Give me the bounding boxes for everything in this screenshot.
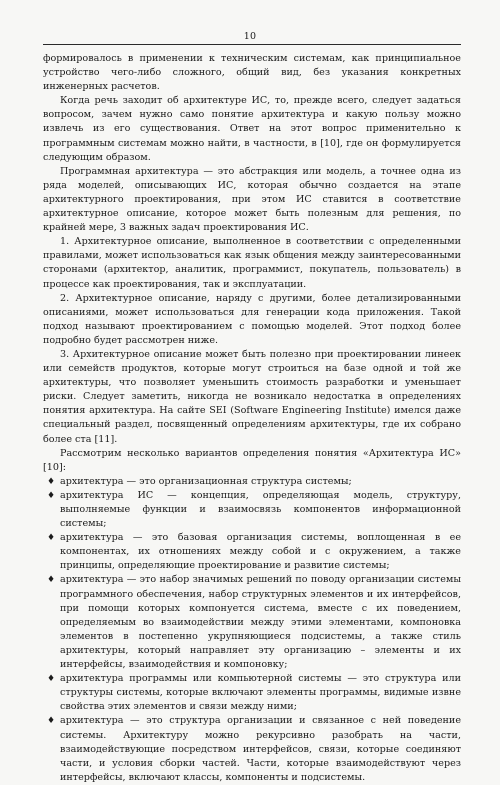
paragraph-software-architecture: Программная архитектура — это абстракция или модель, а точнее одна из ряда моделей, описывающих ИС, которая обычно создается на этапе архитектурного проектирования, при этом ИС ставится в соответствие архитектурное описание, которое может быть полезным для решения, по крайней мере, 3 важных задач проектирования ИС.: [43, 165, 461, 234]
diamond-bullet-icon: ♦: [47, 575, 56, 586]
list-item-text: архитектура — это структура организации и связанное с ней поведение системы. Архитектуру можно рекурсивно разобрать на части, взаимодействующие посредством интерфейсов, связи, которые соединяют части, и условия сборки частей. Части, которые взаимодействуют через интерфейсы, включают классы, компоненты и подсистемы.: [60, 715, 461, 783]
page-body: [43, 52, 461, 785]
diamond-bullet-icon: ♦: [47, 674, 56, 685]
paragraph-continuation: формировалось в применении к техническим системам, как принципиальное устройство чего-либо сложного, общий вид, без указания конкретных инженерных расчетов.: [43, 53, 461, 93]
diamond-bullet-icon: ♦: [47, 490, 56, 501]
list-item: [43, 573, 461, 672]
diamond-bullet-icon: ♦: [47, 716, 56, 727]
list-item-text: архитектура — это организационная структура системы;: [60, 475, 352, 487]
list-item: [43, 475, 461, 489]
list-item-text: архитектура ИС — концепция, определяющая модель, структуру, выполняемые функции и взаимосвязь компонентов информационной системы;: [60, 489, 461, 530]
list-item-text: архитектура — это набор значимых решений по поводу организации системы программного обеспечения, набор структурных элементов и их интерфейсов, при помощи которых компонуется система, вместе с их поведением, определяемым во взаимодействии между этими элементами, компоновка элементов в постепенно укрупняющиеся подсистемы, а также стиль архитектуры, который направляет эту организацию – элементы и их интерфейсы, взаимодействия и компоновку;: [60, 574, 461, 671]
page-number: 10: [243, 31, 257, 42]
list-item: [43, 489, 461, 531]
list-item: [43, 531, 461, 573]
header-rule: [43, 44, 461, 45]
list-item: [43, 714, 461, 784]
paragraph-task-2: 2. Архитектурное описание, наряду с другими, более детализированными описаниями, может использоваться для генерации кода приложения. Такой подход называют проектированием с помощью моделей. Этот подход более подробно будет рассмотрен ниже.: [43, 292, 461, 346]
paragraph-architecture-question: Когда речь заходит об архитектуре ИС, то, прежде всего, следует задаться вопросом, зачем нужно само понятие архитектура и какую пользу можно извлечь из его существования. Ответ на этот вопрос применительно к программным системам можно найти, в частности, в [10], где он формулируется следующим образом.: [43, 95, 461, 163]
list-item-text: архитектура — это базовая организация системы, воплощенная в ее компонентах, их отношениях между собой и с окружением, а также принципы, определяющие проектирование и развитие системы;: [60, 532, 461, 572]
list-item: [43, 672, 461, 714]
paragraph-definitions-intro: Рассмотрим несколько вариантов определения понятия «Архитектура ИС» [10]:: [43, 447, 461, 473]
definitions-list: [43, 475, 461, 785]
diamond-bullet-icon: ♦: [47, 476, 56, 487]
paragraph-task-3: 3. Архитектурное описание может быть полезно при проектировании линеек или семейств продуктов, которые могут строиться на базе одной и той же архитектуры, что позволяет уменьшить стоимость разработки и уменьшает риски. Следует заметить, никогда не возникало недостатка в определениях понятия архитектура. На сайте SEI (Software Engineering Institute) имелся даже специальный раздел, посвященный определениям архитектуры, где их собрано более ста [11].: [43, 348, 461, 445]
diamond-bullet-icon: ♦: [47, 533, 56, 544]
list-item-text: архитектура программы или компьютерной системы — это структура или структуры системы, которые включают элементы программы, видимые извне свойства этих элементов и связи между ними;: [60, 673, 461, 713]
paragraph-task-1: 1. Архитектурное описание, выполненное в соответствии с определенными правилами, может использоваться как язык общения между заинтересованными сторонами (архитектор, аналитик, программист, покупатель, пользователь) в процессе как проектирования, так и эксплуатации.: [43, 236, 461, 290]
